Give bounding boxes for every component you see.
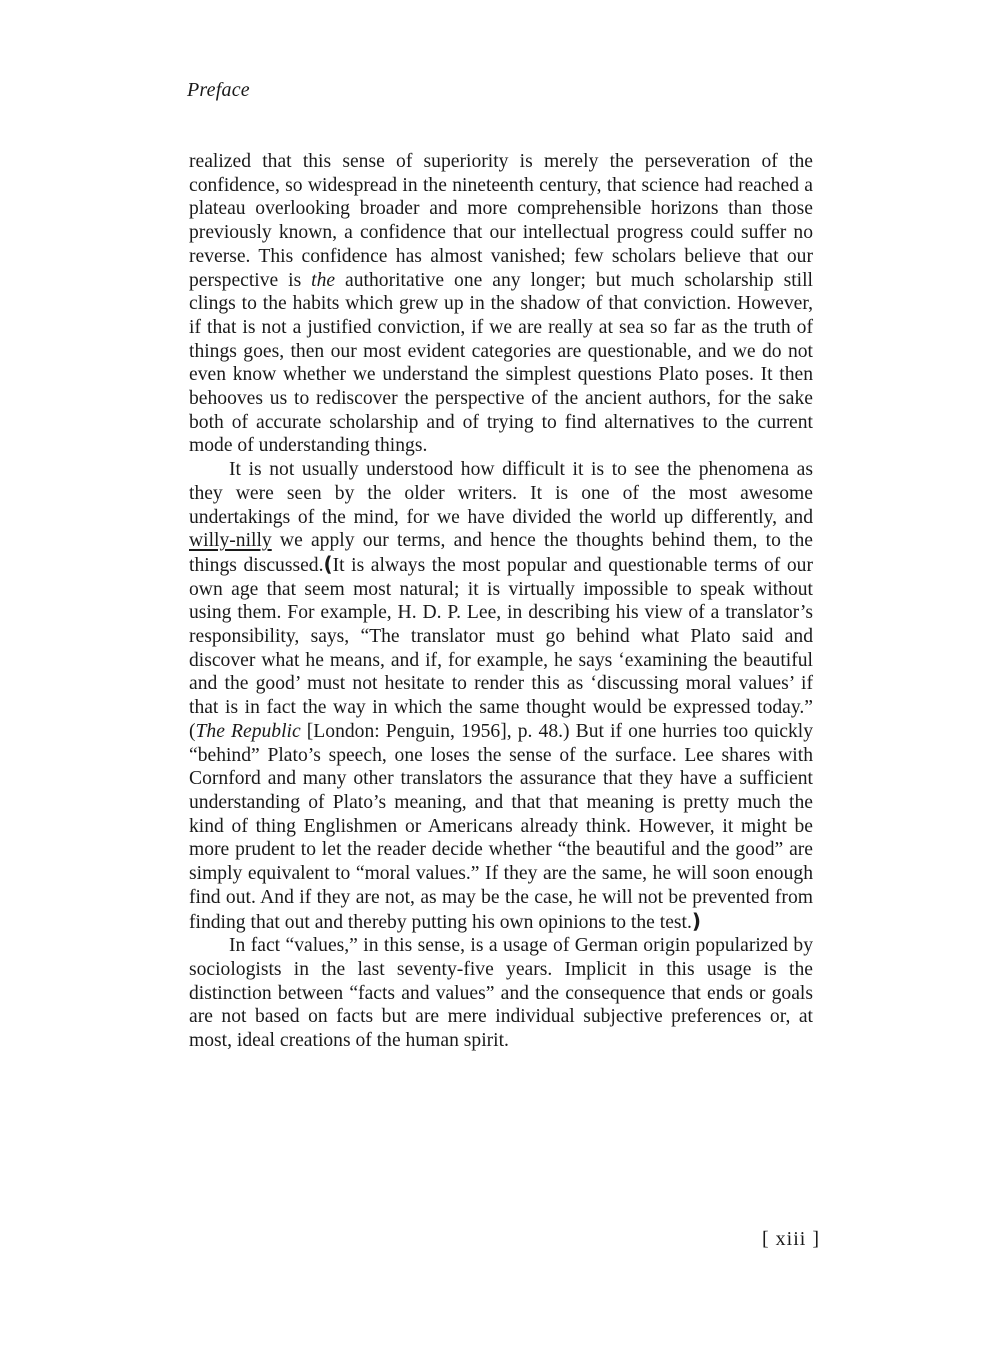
emphasis-the: the [311,269,336,291]
running-head: Preface [187,79,250,101]
citation-title: The Republic [195,720,301,742]
paragraph-3: In fact “values,” in this sense, is a usage of German origin popularized by sociologists in the last seventy-five years. Implicit in this usage is the distinction between “facts and values” and the consequence that ends or goals are not based on facts but are mere individual subjective preferences or, at most, ideal creations of the human spirit. [189,935,813,1052]
body-text [189,150,813,1053]
pen-bracket-open-mark: ( [323,551,333,576]
underlined-willy-nilly: willy-nilly [189,530,272,552]
pen-bracket-close-mark: ) [691,908,701,933]
paragraph-1: realized that this sense of superiority is merely the perseveration of the confidence, so widespread in the nineteenth century, that science had reached a plateau overlooking broader and more comprehensible horizons than those previously known, a confidence that our intellectual progress could suffer no reverse. This confidence has almost vanished; few scholars believe that our perspective is the authoritative one any longer; but much scholarship still clings to the habits which grew up in the shadow of that conviction. However, if that is not a justified conviction, if we are really at sea so far as the truth of things goes, then our most evident categories are questionable, and we do not even know whether we understand the simplest questions Plato poses. It then behooves us to rediscover the perspective of the ancient authors, for the sake both of accurate scholarship and of trying to find alternatives to the current mode of understanding things. [189,151,813,457]
paragraph-2: It is not usually understood how difficult it is to see the phenomena as they were seen by the older writers. It is one of the most awesome undertakings of the mind, for we have divided the world up differently, and willy-nilly we apply our terms, and hence the thoughts behind them, to the things discussed.(It is always the most popular and questionable terms of our own age that seem most natural; it is virtually impossible to speak without using them. For example, H. D. P. Lee, in describing his view of a translator’s responsibility, says, “The translator must go behind what Plato said and discover what he means, and if, for example, he says ‘examining the beautiful and the good’ must not hesitate to render this as ‘discussing moral values’ if that is in fact the way in which the same thought would be expressed today.” (The Republic [London: Penguin, 1956], p. 48.) But if one hurries too quickly “behind” Plato’s speech, one loses the sense of the surface. Lee shares with Cornford and many other translators the assurance that they have a sufficient understanding of Plato’s meaning, and that that meaning is pretty much the kind of thing Englishmen or Americans already think. However, it might be more prudent to let the reader decide whether “the beautiful and the good” are simply equivalent to “moral values.” If they are the same, he will soon enough find out. And if they are not, as may be the case, he will not be prevented from finding that out and thereby putting his own opinions to the test.) [189,459,813,933]
page-number: [ xiii ] [762,1228,820,1250]
